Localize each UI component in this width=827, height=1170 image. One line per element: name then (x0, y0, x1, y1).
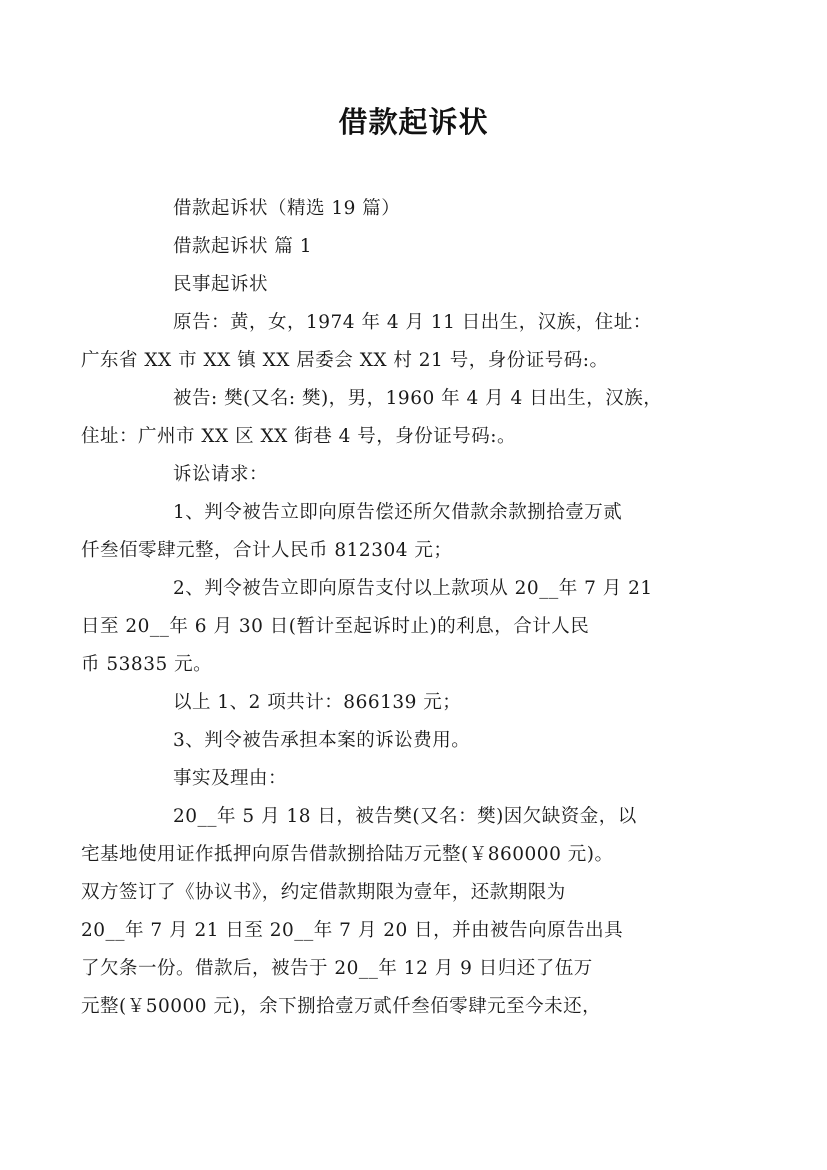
text-line: 被告: 樊(又名: 樊)，男，1960 年 4 月 4 日出生，汉族， (173, 388, 663, 409)
paragraph (81, 494, 727, 570)
text-line: 借款起诉状 篇 1 (173, 236, 313, 257)
document-title: 借款起诉状 (338, 105, 489, 139)
text-line: 元整(￥50000 元)，余下捌拾壹万贰仟叁佰零肆元至今未还， (81, 996, 602, 1017)
paragraph (127, 228, 727, 266)
text-line: 2、判令被告立即向原告支付以上款项从 20__年 7 月 21 (173, 578, 653, 599)
text-line: 民事起诉状 (173, 274, 269, 295)
text-line: 了欠条一份。借款后，被告于 20__年 12 月 9 日归还了伍万 (81, 958, 593, 979)
paragraph (81, 304, 727, 380)
text-line: 事实及理由： (173, 768, 288, 789)
text-line: 双方签订了《协议书》，约定借款期限为壹年，还款期限为 (81, 882, 566, 903)
paragraph (81, 798, 727, 1026)
text-line: 3、判令被告承担本案的诉讼费用。 (173, 730, 471, 751)
text-line: 仟叁佰零肆元整，合计人民币 812304 元； (81, 540, 453, 561)
paragraph (127, 760, 727, 798)
text-line: 原告：黄，女，1974 年 4 月 11 日出生，汉族，住址： (173, 312, 652, 333)
text-line: 以上 1、2 项共计：866139 元； (173, 692, 462, 713)
paragraph (81, 570, 727, 684)
document-body (81, 190, 727, 1026)
text-line: 借款起诉状（精选 19 篇） (173, 198, 401, 219)
paragraph (127, 456, 727, 494)
paragraph (127, 722, 727, 760)
paragraph (127, 684, 727, 722)
text-line: 币 53835 元。 (81, 654, 213, 675)
text-line: 宅基地使用证作抵押向原告借款捌拾陆万元整(￥860000 元)。 (81, 844, 614, 865)
paragraph (81, 380, 727, 456)
paragraph (127, 190, 727, 228)
text-line: 20__年 7 月 21 日至 20__年 7 月 20 日，并由被告向原告出具 (81, 920, 624, 941)
paragraph (127, 266, 727, 304)
text-line: 20__年 5 月 18 日，被告樊(又名：樊)因欠缺资金，以 (173, 806, 637, 827)
text-line: 日至 20__年 6 月 30 日(暂计至起诉时止)的利息，合计人民 (81, 616, 590, 637)
text-line: 住址：广州市 XX 区 XX 街巷 4 号，身份证号码:。 (81, 426, 516, 447)
text-line: 广东省 XX 市 XX 镇 XX 居委会 XX 村 21 号，身份证号码:。 (81, 350, 609, 371)
text-line: 1、判令被告立即向原告偿还所欠借款余款捌拾壹万贰 (173, 502, 623, 523)
text-line: 诉讼请求： (173, 464, 269, 485)
